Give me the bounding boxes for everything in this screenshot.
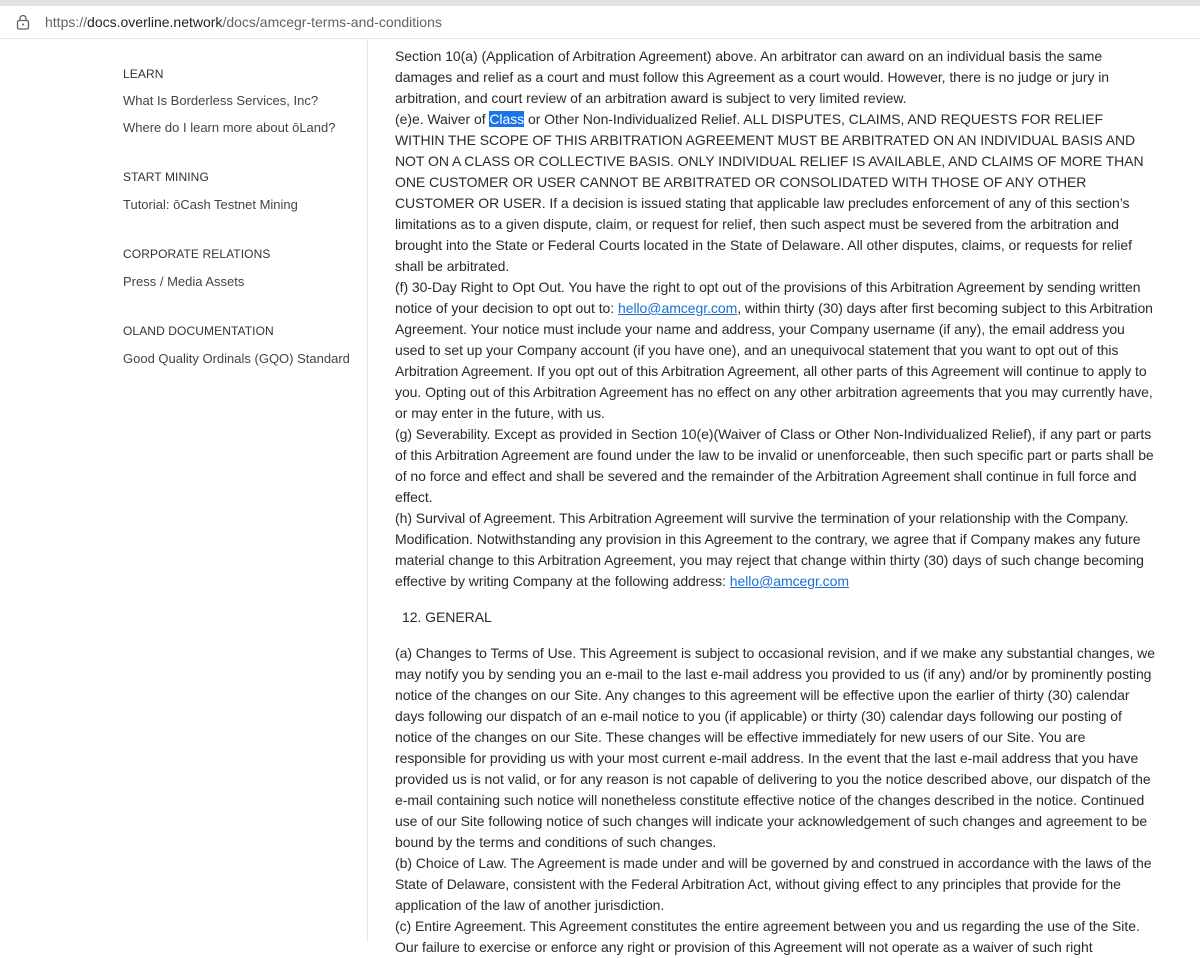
paragraph-10f-body: , within thirty (30) days after first becoming subject to this Arbitration Agreement. Your notice must include your name and address, your Company username (if any), the email address you used to set up your Company account (if you have one), and an unequivocal statement that you want to opt out of this Arbitration Agreement. If you opt out of this Arbitration Agreement, all other parts of this Agreement will continue to apply to you. Opting out of this Arbitration Agreement has no effect on any other arbitration agreements that you may currently have, or may enter in the future, with us. — [395, 300, 1153, 421]
sidebar-link-learn-more-oland[interactable]: Where do I learn more about ōLand? — [123, 120, 336, 135]
sidebar-link-gqo-standard[interactable]: Good Quality Ordinals (GQO) Standard — [123, 351, 350, 366]
paragraph-10e — [395, 109, 1155, 277]
url-path: /docs/amcegr-terms-and-conditions — [222, 14, 442, 30]
sidebar-link-press-media-assets[interactable]: Press / Media Assets — [123, 274, 245, 289]
paragraph-10g: (g) Severability. Except as provided in Section 10(e)(Waiver of Class or Other Non-Individualized Relief), if any part or parts of this Arbitration Agreement are found under the law to be invalid or unenforceable, then such specific part or parts shall be of no force and effect and shall be severed and the remainder of the Arbitration Agreement shall continue in full force and effect. — [395, 426, 1154, 505]
terms-content — [395, 46, 1155, 958]
sidebar-heading-start-mining: START MINING — [123, 170, 209, 184]
url-host: docs.overline.network — [87, 14, 223, 30]
section-12-heading: 12. GENERAL — [402, 609, 492, 625]
paragraph-10h — [395, 508, 1155, 592]
email-link-modification[interactable]: hello@amcegr.com — [729, 573, 849, 589]
paragraph-10a-tail: Section 10(a) (Application of Arbitration Agreement) above. An arbitrator can award on an individual basis the same damages and relief as a court and must follow this Agreement as a court would. However, there is no judge or jury in arbitration, and court review of an arbitration award is subject to very limited review. — [395, 48, 1110, 106]
paragraph-10e-body: or Other Non-Individualized Relief. ALL DISPUTES, CLAIMS, AND REQUESTS FOR RELIEF WITHIN THE SCOPE OF THIS ARBITRATION AGREEMENT MUST BE ARBITRATED ON AN INDIVIDUAL BASIS AND NOT ON A CLASS OR COLLECTIVE BASIS. ONLY INDIVIDUAL RELIEF IS AVAILABLE, AND CLAIMS OF MORE THAN ONE CUSTOMER OR USER CANNOT BE ARBITRATED OR CONSOLIDATED WITH THOSE OF ANY OTHER CUSTOMER OR USER. If a decision is issued stating that applicable law precludes enforcement of any of this section’s limitations as to a given dispute, claim, or request for relief, then such aspect must be severed from the arbitration and brought into the State or Federal Courts located in the State of Delaware. All other disputes, claims, or requests for relief shall be arbitrated. — [395, 111, 1144, 274]
paragraph-10e-prefix: (e)e. Waiver of — [395, 111, 490, 127]
docs-sidebar — [0, 39, 368, 942]
sidebar-link-ocash-testnet-mining[interactable]: Tutorial: ōCash Testnet Mining — [123, 197, 298, 212]
address-bar[interactable] — [0, 6, 1200, 39]
sidebar-heading-corporate-relations: CORPORATE RELATIONS — [123, 247, 271, 261]
paragraph-12a: (a) Changes to Terms of Use. This Agreement is subject to occasional revision, and if we make any substantial changes, we may notify you by sending you an e-mail to the last e-mail address you provided to us (if any) and/or by prominently posting notice of the changes on our Site. Any changes to this agreement will be effective upon the earlier of thirty (30) calendar days following our dispatch of an e-mail notice to you (if applicable) or thirty (30) calendar days following our posting of notice of the changes on our Site. These changes will be effective immediately for new users of our Site. You are responsible for providing us with your most current e-mail address. In the event that the last e-mail address that you have provided us is not valid, or for any reason is not capable of delivering to you the notice described above, our dispatch of the e-mail containing such notice will nonetheless constitute effective notice of the changes described in the notice. Continued use of our Site following notice of such changes will indicate your acknowledgement of such changes and agreement to be bound by the terms and conditions of such changes. — [395, 645, 1155, 850]
url-text[interactable] — [45, 14, 442, 30]
sidebar-link-what-is-borderless[interactable]: What Is Borderless Services, Inc? — [123, 93, 319, 108]
sidebar-heading-learn: LEARN — [123, 67, 164, 81]
url-scheme: https:// — [45, 14, 88, 30]
paragraph-10f — [395, 277, 1155, 424]
text-selection-highlight[interactable]: Class — [489, 111, 525, 127]
sidebar-heading-oland-documentation: OLAND DOCUMENTATION — [123, 324, 274, 338]
paragraph-12b: (b) Choice of Law. The Agreement is made under and will be governed by and construed in accordance with the laws of the State of Delaware, consistent with the Federal Arbitration Act, without giving effect to any principles that provide for the application of the law of another jurisdiction. — [395, 855, 1152, 913]
paragraph-10f-prefix: (f) 30-Day Right to Opt Out. You have the right to opt out of the provisions of this Arbitration Agreement by sending written notice of your decision to opt out to: — [395, 279, 1141, 316]
paragraph-10h-body: (h) Survival of Agreement. This Arbitration Agreement will survive the termination of your relationship with the Company. Modification. Notwithstanding any provision in this Agreement to the contrary, we agree that if Company makes any future material change to this Arbitration Agreement, you may reject that change within thirty (30) days of such change becoming effective by writing Company at the following address: — [395, 510, 1144, 589]
email-link[interactable]: hello@amcegr.com — [617, 300, 738, 316]
lock-icon[interactable] — [16, 14, 30, 30]
paragraph-12c: (c) Entire Agreement. This Agreement constitutes the entire agreement between you and us regarding the use of the Site. Our failure to exercise or enforce any right or provision of this Agreement will not operate as a waiver of such right — [395, 918, 1140, 955]
